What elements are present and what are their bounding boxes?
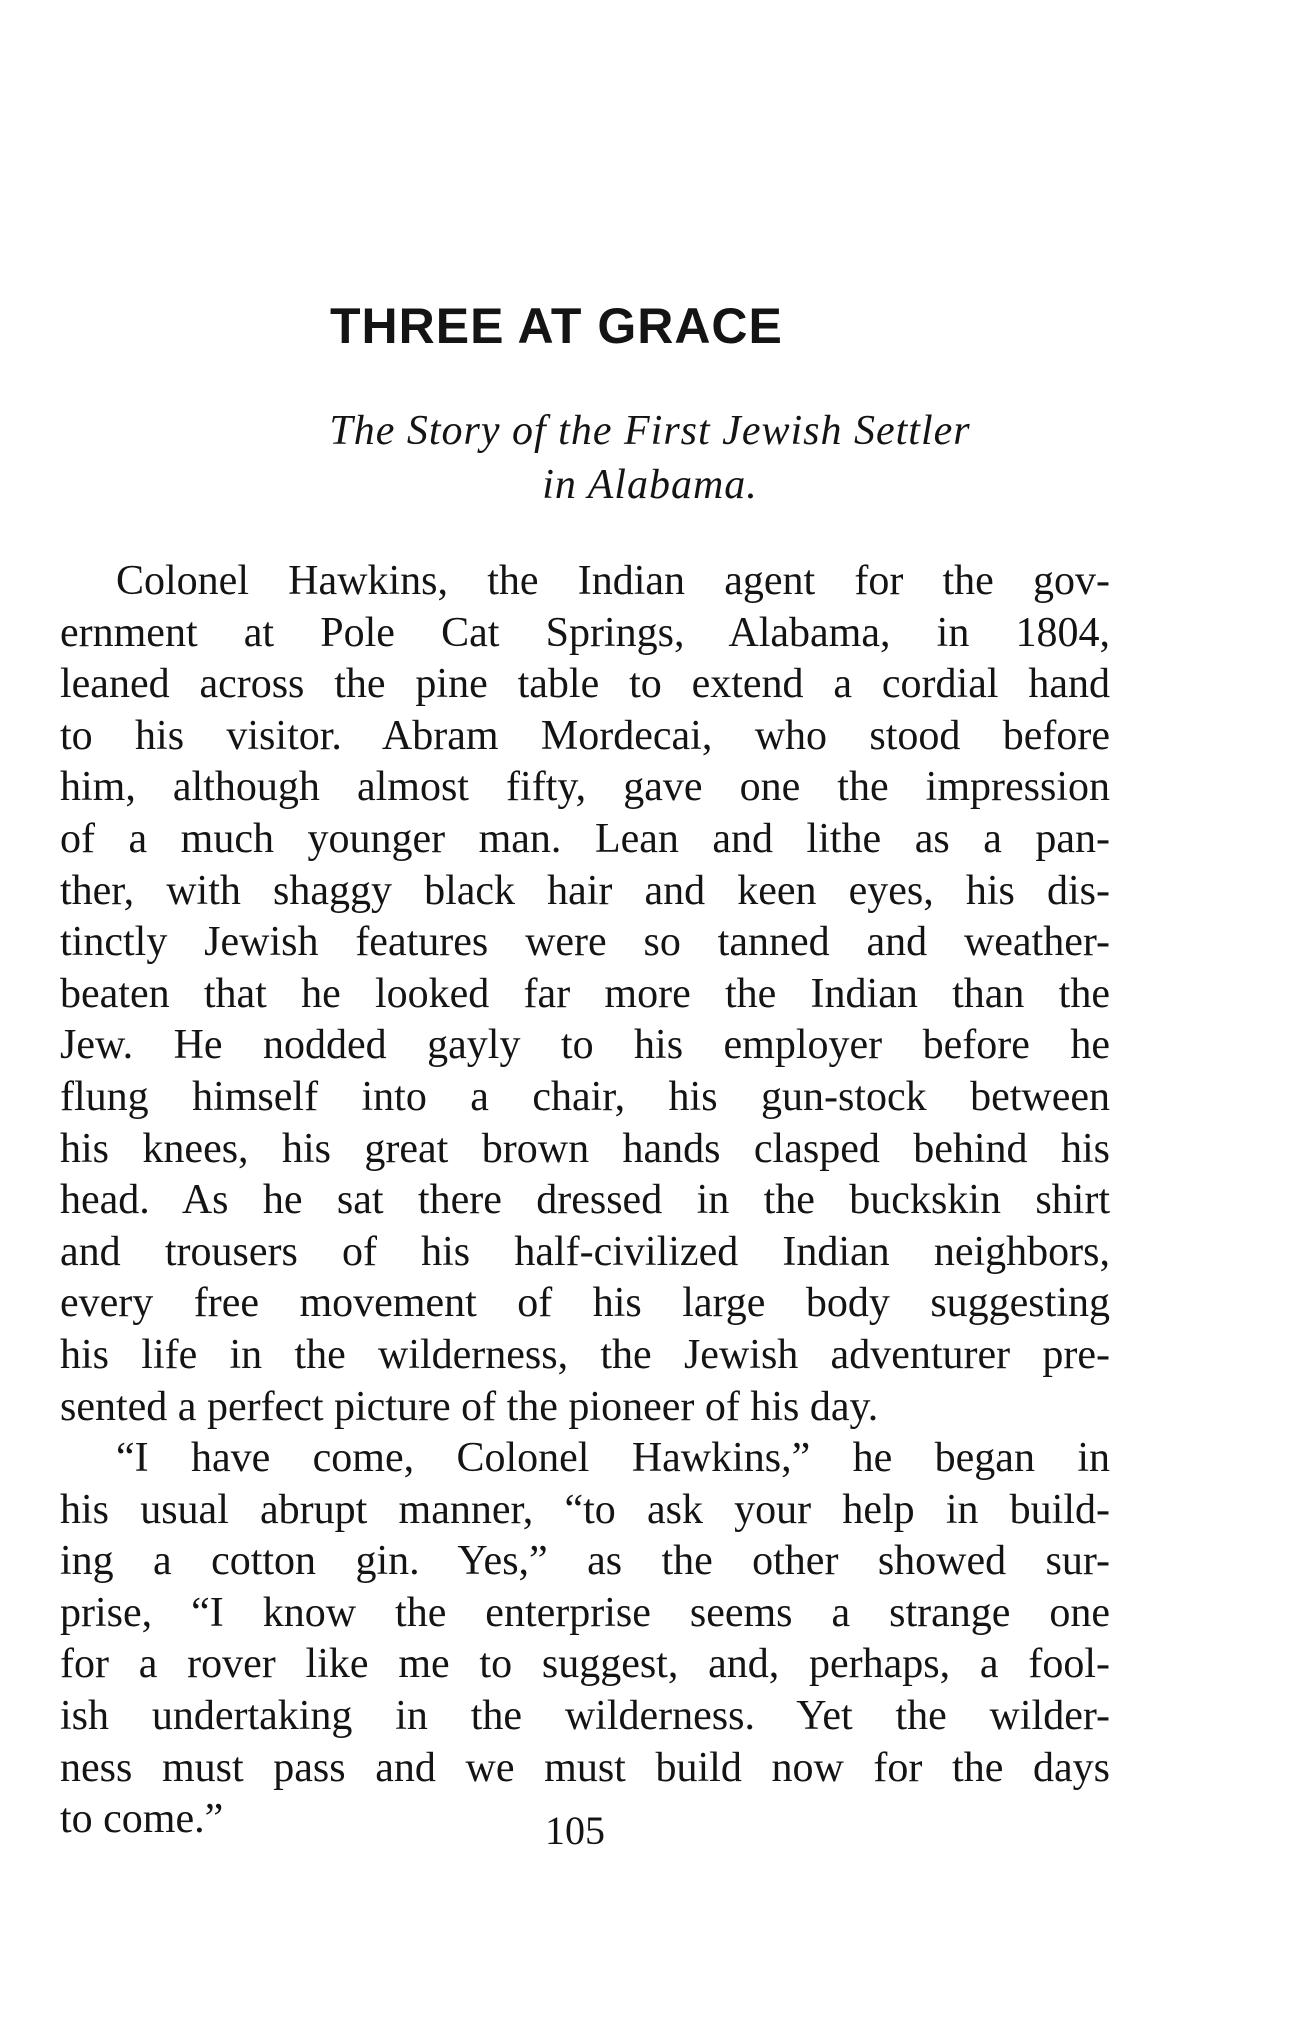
text-line: sented a perfect picture of the pioneer of his day. — [60, 1383, 879, 1430]
paragraph-1 — [60, 556, 1110, 1433]
text-line: to come.” — [60, 1796, 224, 1843]
text-line: head. As he sat there dressed in the buckskin shirt — [60, 1177, 1110, 1224]
text-line: Jew. He nodded gayly to his employer before he — [60, 1022, 1110, 1069]
text-line: and trousers of his half-civilized Indian neighbors, — [60, 1228, 1110, 1275]
page-number: 105 — [545, 1808, 605, 1853]
text-line: tinctly Jewish features were so tanned and weather- — [60, 919, 1110, 966]
text-line: for a rover like me to suggest, and, perhaps, a fool- — [60, 1641, 1110, 1688]
subtitle-line: in Alabama. — [542, 462, 758, 508]
text-line: him, although almost fifty, gave one the impression — [60, 764, 1110, 811]
text-line: ernment at Pole Cat Springs, Alabama, in 1804, — [60, 609, 1110, 656]
chapter-subtitle — [150, 404, 1150, 512]
text-line: prise, “I know the enterprise seems a strange one — [60, 1589, 1110, 1636]
text-line: leaned across the pine table to extend a cordial hand — [60, 661, 1110, 708]
text-line: ing a cotton gin. Yes,” as the other showed sur- — [60, 1538, 1110, 1585]
text-line: beaten that he looked far more the Indian than the — [60, 970, 1110, 1017]
text-line: ther, with shaggy black hair and keen eyes, his dis- — [60, 867, 1110, 914]
text-line: flung himself into a chair, his gun-stock between — [60, 1073, 1110, 1120]
paragraph-2 — [60, 1433, 1110, 1846]
text-line: to his visitor. Abram Mordecai, who stood before — [60, 712, 1110, 759]
body-text — [60, 556, 1110, 1846]
text-line: ish undertaking in the wilderness. Yet the wilder- — [60, 1693, 1110, 1740]
text-line: his usual abrupt manner, “to ask your help in build- — [60, 1486, 1110, 1533]
text-line: Colonel Hawkins, the Indian agent for the gov- — [116, 558, 1110, 604]
chapter-title: THREE AT GRACE — [330, 298, 783, 354]
text-line: his life in the wilderness, the Jewish adventurer pre- — [60, 1331, 1110, 1378]
text-line: ness must pass and we must build now for the days — [60, 1744, 1110, 1791]
text-line: his knees, his great brown hands clasped behind his — [60, 1125, 1110, 1172]
text-line: “I have come, Colonel Hawkins,” he began in — [116, 1435, 1110, 1482]
text-line: of a much younger man. Lean and lithe as a pan- — [60, 815, 1110, 862]
subtitle-line: The Story of the First Jewish Settler — [329, 408, 971, 454]
text-line: every free movement of his large body suggesting — [60, 1280, 1110, 1327]
